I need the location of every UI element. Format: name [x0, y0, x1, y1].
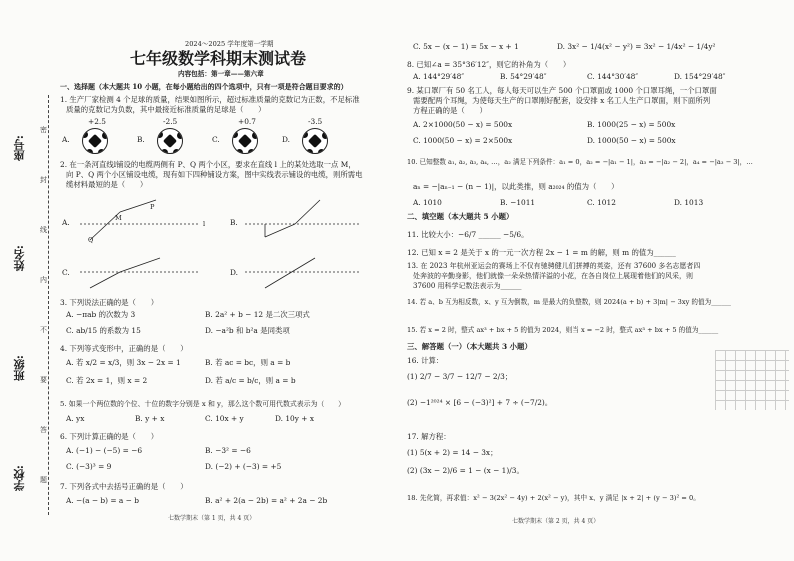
seal-char: 不 [40, 326, 47, 334]
seal-char: 答 [40, 426, 47, 434]
option-text: A. 144°29′48″ [413, 72, 465, 81]
ball-value: +0.7 [238, 117, 256, 126]
seal-char: 线 [40, 226, 47, 234]
question-13-line: 13. 在 2023 年杭州亚运会的赛场上不仅有驰骋健儿们拼搏的英姿，还有 37600 多名志愿者四 [407, 262, 701, 270]
option-label: C. [212, 135, 220, 144]
question-14: 14. 若 a、b 互为相反数，x、y 互为倒数，m 是最大的负整数，则 2024(a + b) + 3|m| − 3xy 的值为______ [407, 298, 731, 306]
ball-value: +2.5 [88, 117, 106, 126]
option-text: A. (−1) − (−5) = −6 [66, 446, 143, 455]
seal-char: 题 [40, 476, 47, 484]
seal-char: 封 [40, 176, 47, 184]
soccer-ball-icon [82, 128, 108, 154]
exam-title: 七年级数学科期末测试卷 [130, 49, 307, 68]
question-15: 15. 若 x = 2 时，整式 ax³ + bx + 5 的值为 2024，则当 x = −2 时，整式 ax³ + bx + 5 的值为______ [407, 326, 719, 334]
seat-label: 座号: [13, 135, 26, 162]
question-9-line: 方程正确的是（ ） [413, 106, 487, 115]
term-line: 2024～2025 学年度第一学期 [185, 40, 274, 48]
name-label: 姓名: [13, 245, 26, 272]
option-label: C. [62, 268, 70, 277]
page-footer: 七数学期末（第 2 页，共 4 页） [512, 518, 600, 525]
section-three-heading: 三、解答题（一）（本大题共 3 小题） [407, 342, 532, 351]
seal-char: 密 [40, 126, 47, 134]
point-label: Q [88, 236, 94, 244]
question-16-part-1: (1) 2/7 − 3/7 − 12/7 − 2/3； [407, 372, 513, 381]
page-footer: 七数学期末（第 1 页，共 4 页） [168, 515, 256, 522]
question-7: 7. 下列各式中去括号正确的是（ ） [60, 482, 188, 491]
option-text: A. 若 x/2 = x/3，则 3x − 2x = 1 [66, 358, 181, 367]
exam-scope: 内容包括：第一章——第六章 [178, 70, 264, 78]
background-grid [715, 350, 789, 410]
option-text: C. 10x + y [205, 414, 244, 423]
binding-strip [10, 95, 62, 515]
option-text: B. y + x [135, 414, 165, 423]
option-text: C. (−3)³ = 9 [66, 462, 112, 471]
question-3: 3. 下列说法正确的是（ ） [60, 298, 159, 307]
option-text: B. 54°29′48″ [500, 72, 547, 81]
option-label: A. [62, 135, 70, 144]
option-text: A. −πab 的次数为 3 [66, 310, 136, 319]
section-one-heading: 一、选择题（本大题共 10 小题，在每小题给出的四个选项中，只有一项是符合题目要求的） [60, 82, 348, 91]
option-label: B. [230, 218, 238, 227]
option-text: C. 1000(50 − x) = 2×500x [413, 136, 513, 145]
seal-char: 要 [40, 376, 47, 384]
question-8: 8. 已知∠a = 35°36′12″，则它的补角为（ ） [407, 60, 571, 69]
question-5: 5. 如果一个两位数的个位、十位的数字分别是 x 和 y，那么这个数可用代数式表示为（ ） [60, 400, 345, 408]
option-label: B. [137, 135, 145, 144]
option-text: C. 1012 [587, 198, 616, 207]
question-9-line: 需要配两个耳绳，为使每天生产的口罩刚好配套，设安排 x 名工人生产口罩面，则下面所列 [413, 96, 711, 105]
option-text: C. ab/15 的系数为 15 [66, 326, 141, 335]
question-18: 18. 先化简，再求值：x² − 3(2x² − 4y) + 2(x² − y)，其中 x、y 满足 |x + 2| + (y − 3)² = 0。 [407, 494, 700, 502]
option-label: D. [282, 135, 291, 144]
option-text: A. 1010 [413, 198, 442, 207]
option-text: D. 10y + x [275, 414, 314, 423]
option-text: B. 若 ac = bc，则 a = b [205, 358, 291, 367]
point-label: P [150, 203, 155, 211]
question-10-line: aₙ = −|aₙ₋₁ − (n − 1)|，以此类推，则 a₂₀₂₄ 的值为（ ） [413, 182, 619, 191]
question-11: 11. 比较大小：−6/7 ______ −5/6。 [407, 230, 529, 239]
question-12: 12. 已知 x = 2 是关于 x 的一元一次方程 2x − 1 = m 的解，则 m 的值为______ [407, 248, 676, 257]
question-17-part-2: (2) (3x − 2)/6 = 1 − (x − 1)/3。 [407, 466, 524, 475]
question-13-line: 37600 用科学记数法表示为______ [413, 282, 522, 290]
question-1-line: 1. 生产厂家检测 4 个足球的质量，结果如图所示，超过标准质量的克数记为正数，不足标准 [60, 95, 360, 104]
ball-value: -2.5 [163, 117, 178, 126]
section-two-heading: 二、填空题（本大题共 5 小题） [407, 212, 514, 221]
question-4: 4. 下列等式变形中，正确的是（ ） [60, 344, 188, 353]
option-text: A. −(a − b) = a − b [66, 496, 139, 505]
soccer-ball-icon [157, 128, 183, 154]
page-two [397, 0, 794, 561]
option-text: D. 1000(50 − x) = 500x [587, 136, 676, 145]
question-17-part-1: (1) 5(x + 2) = 14 − 3x； [407, 448, 498, 457]
option-text: D. −a²b 和 b²a 是同类项 [205, 326, 290, 335]
school-label: 学校: [13, 465, 26, 492]
question-6: 6. 下列计算正确的是（ ） [60, 432, 159, 441]
point-label: M [115, 214, 122, 222]
question-16-part-2: (2) −1²⁰²⁴ × [6 − (−3)²] + 7 ÷ (−7/2)。 [407, 398, 553, 407]
option-text: B. −1011 [500, 198, 536, 207]
option-text: D. 若 a/c = b/c，则 a = b [205, 376, 296, 385]
ball-value: -3.5 [308, 117, 323, 126]
seal-char: 内 [40, 276, 47, 284]
soccer-ball-icon [232, 128, 258, 154]
option-label: A. [62, 218, 70, 227]
option-text: B. 1000(25 − x) = 500x [587, 120, 676, 129]
question-17: 17. 解方程： [407, 432, 451, 441]
option-text: B. 2a² + b − 12 是二次三项式 [205, 310, 310, 319]
binding-line [48, 95, 49, 515]
soccer-ball-icon [302, 128, 328, 154]
question-10-line: 10. 已知整数 a₁, a₂, a₃, a₄, …，a₂ 满足下列条件：a₁ = 0，a₂ = −|a₁ − 1|，a₃ = −|a₂ − 2|，a₄ = −|a₃ − 3|，… [407, 158, 753, 166]
question-1-line: 质量的克数记为负数，其中最接近标准质量的足球是（ ） [66, 105, 266, 114]
option-text: D. 1013 [674, 198, 704, 207]
point-label: l [203, 220, 206, 228]
question-9-line: 9. 某口罩厂有 50 名工人，每人每天可以生产 500 个口罩面或 1000 个口罩耳绳，一个口罩面 [407, 86, 717, 95]
option-text: D. 154°29′48″ [674, 72, 726, 81]
cable-diagrams [60, 192, 390, 292]
question-13-line: 处奔波的辛勤身影，他们就像一朵朵热情洋溢的小花，在各自岗位上展现着他们的风采，则 [413, 272, 693, 280]
option-text: D. 3x² − 1/4(x² − y²) = 3x² − 1/4x² − 1/4y² [557, 42, 716, 51]
option-text: B. −3² = −6 [205, 446, 251, 455]
class-label: 班级: [13, 355, 26, 382]
question-2-line: 向 P、Q 两个小区铺设电缆，现有如下四种铺设方案，图中实线表示铺设的电缆，则所需电 [66, 170, 363, 179]
question-2-line: 缆材料最短的是（ ） [66, 180, 148, 189]
option-text: A. 2×1000(50 − x) = 500x [413, 120, 513, 129]
question-2-line: 2. 在一条河直线l铺设的电缆两侧有 P、Q 两个小区，要求在直线 l 上的某处选取一点 M， [60, 160, 356, 169]
option-label: D. [230, 268, 239, 277]
option-text: B. a² + 2(a − 2b) = a² + 2a − 2b [205, 496, 328, 505]
option-text: A. yx [66, 414, 85, 423]
option-text: C. 5x − (x − 1) = 5x − x + 1 [413, 42, 519, 51]
option-text: D. (−2) + (−3) = +5 [205, 462, 282, 471]
option-text: C. 144°30′48″ [587, 72, 639, 81]
option-text: C. 若 2x = 1，则 x = 2 [66, 376, 148, 385]
question-16: 16. 计算： [407, 356, 444, 365]
